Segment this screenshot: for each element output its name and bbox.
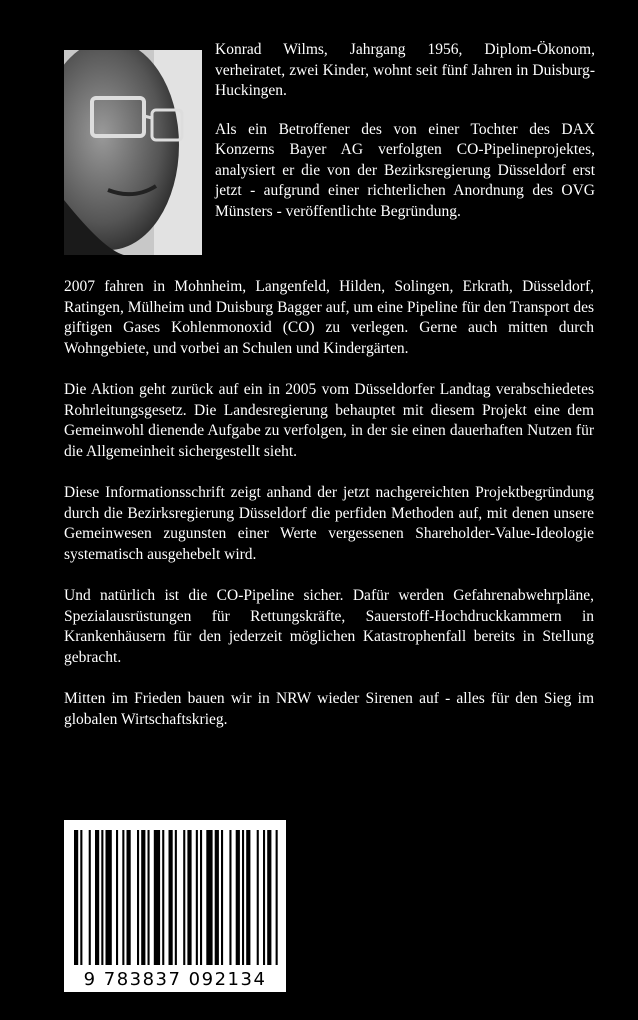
- barcode-bar: [267, 830, 271, 965]
- blurb-text: [64, 277, 594, 751]
- barcode-bar: [74, 830, 78, 965]
- barcode-bar: [263, 830, 265, 965]
- blurb-paragraph: Mitten im Frieden bauen wir in NRW wieder Sirenen auf - alles für den Sieg im globalen Wirtschaftskrieg.: [64, 690, 594, 728]
- barcode-bar: [200, 830, 202, 965]
- barcode-bar: [196, 830, 198, 965]
- isbn-barcode: [64, 820, 286, 992]
- blurb-paragraph: Diese Informationsschrift zeigt anhand der jetzt nachgereichten Projektbegründung durch die Bezirksregierung Düsseldorf die perfiden Methoden auf, mit denen unsere Gemeinwesen zugunsten einer Werte vergessenen Shareholder-Value-Ideologie systematisch ausgehebelt wird.: [64, 484, 594, 563]
- barcode-bar: [215, 830, 219, 965]
- bio-paragraph: Als ein Betroffener des von einer Tochter des DAX Konzerns Bayer AG verfolgten CO-Pipelineprojektes, analysiert er die von der Bezirksregierung Düsseldorf erst jetzt - aufgrund einer richterlichen Anordnung des OVG Münsters - veröffentlichte Begründung.: [215, 120, 595, 220]
- barcode-bar: [148, 830, 150, 965]
- barcode-bar: [89, 830, 91, 965]
- barcode-bar: [229, 830, 231, 965]
- blurb-paragraph: Die Aktion geht zurück auf ein in 2005 vom Düsseldorfer Landtag verabschiedetes Rohrleitungsgesetz. Die Landesregierung behauptet mit diesem Projekt eine dem Gemeinwohl dienende Aufgabe zu verfolgen, in der sie einen dauerhaften Nutzen für die Allgemeinheit sichergestellt sieht.: [64, 381, 594, 460]
- barcode-bar: [175, 830, 177, 965]
- barcode-bar: [137, 830, 139, 965]
- barcode-bar: [221, 830, 223, 965]
- blurb-paragraph: 2007 fahren in Mohnheim, Langenfeld, Hilden, Solingen, Erkrath, Düsseldorf, Ratingen, Mülheim und Duisburg Bagger auf, um eine Pipeline für den Transport des giftigen Gases Kohlenmonoxid (CO) zu verlegen. Gerne auch mitten durch Wohngebiete, und vorbei an Schulen und Kindergärten.: [64, 278, 594, 357]
- barcode-bar: [206, 830, 212, 965]
- barcode-bar: [106, 830, 112, 965]
- barcode-bar: [169, 830, 173, 965]
- barcode-bar: [242, 830, 244, 965]
- barcode-bar: [80, 830, 82, 965]
- blurb-paragraph: Und natürlich ist die CO-Pipeline sicher. Dafür werden Gefahrenabwehrpläne, Spezialausrüstungen für Rettungskräfte, Sauerstoff-Hochdruckkammern in Krankenhäusern für den jederzeit möglichen Katastrophenfall bereits in Stellung gebracht.: [64, 587, 594, 666]
- author-bio: [215, 40, 595, 240]
- barcode-bar: [101, 830, 103, 965]
- barcode-bar: [187, 830, 191, 965]
- barcode-bar: [236, 830, 240, 965]
- isbn-number: 9 783837 092134: [83, 969, 267, 990]
- barcode-bar: [276, 830, 278, 965]
- barcode-bar: [162, 830, 164, 965]
- barcode-bar: [122, 830, 124, 965]
- bio-paragraph: Konrad Wilms, Jahrgang 1956, Diplom-Ökonom, verheiratet, zwei Kinder, wohnt seit fünf Jahren in Duisburg-Huckingen.: [215, 41, 595, 99]
- barcode-bar: [257, 830, 259, 965]
- barcode-bar: [154, 830, 160, 965]
- barcode-bars: [72, 830, 278, 965]
- barcode-bar: [127, 830, 131, 965]
- barcode-bar: [246, 830, 250, 965]
- barcode-bar: [116, 830, 118, 965]
- author-photo: [64, 50, 202, 255]
- barcode-bar: [95, 830, 99, 965]
- barcode-bar: [141, 830, 145, 965]
- barcode-bar: [183, 830, 185, 965]
